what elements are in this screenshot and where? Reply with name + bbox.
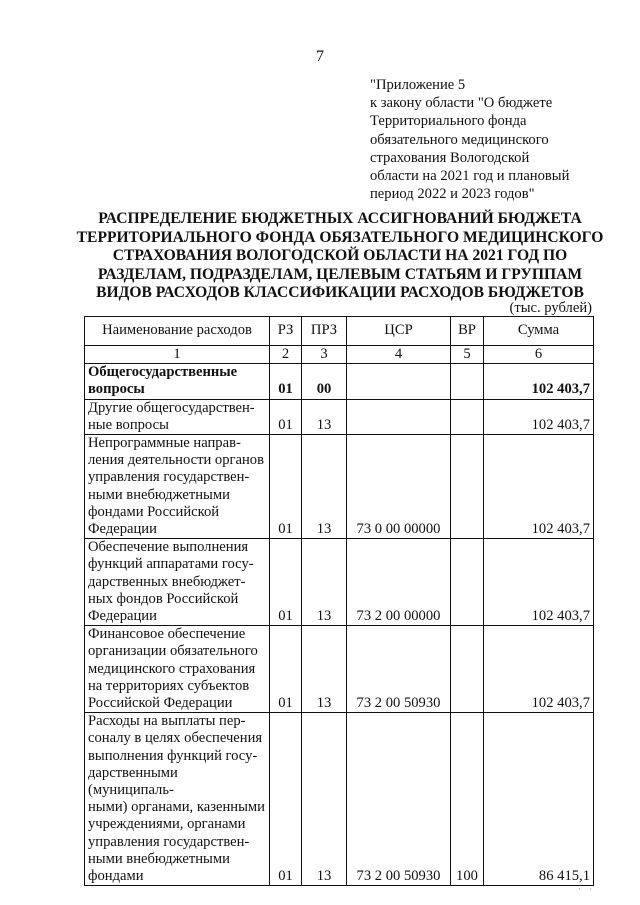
row-csr: 73 0 00 00000 xyxy=(347,435,451,539)
row-vr: 100 xyxy=(451,713,484,886)
row-csr: 73 2 00 00000 xyxy=(347,539,451,626)
budget-table xyxy=(84,316,594,886)
appendix-line: "Приложение 5 xyxy=(370,77,466,93)
row-sum: 102 403,7 xyxy=(484,364,594,399)
row-sum: 102 403,7 xyxy=(484,435,594,539)
row-csr: 73 2 00 50930 xyxy=(347,713,451,886)
row-vr xyxy=(451,626,484,713)
index-cell: 1 xyxy=(85,346,270,364)
appendix-line: Территориального фонда xyxy=(370,113,527,130)
row-name: Расходы на выплаты пер- соналу в целях обеспечения выполнения функций госу- дарственными (муниципаль- ными) органами, казенными учреждениями, органами управления государствен- ными внебюджетными фондами xyxy=(85,713,270,886)
index-cell: 6 xyxy=(484,346,594,364)
table-row xyxy=(85,364,594,399)
index-cell: 4 xyxy=(347,346,451,364)
title-line: РАСПРЕДЕЛЕНИЕ БЮДЖЕТНЫХ АССИГНОВАНИЙ БЮДЖЕТА xyxy=(98,210,582,227)
scan-speck: · · xyxy=(578,884,596,894)
row-name: Обеспечение выполнения функций аппаратами госу- дарственных внебюджет- ных фондов Российской Федерации xyxy=(85,539,270,626)
page-number: 7 xyxy=(316,48,324,65)
appendix-note xyxy=(370,76,620,203)
row-vr xyxy=(451,399,484,434)
row-vr xyxy=(451,435,484,539)
row-rz: 01 xyxy=(270,399,302,434)
row-rz: 01 xyxy=(270,626,302,713)
units-label: (тыс. рублей) xyxy=(509,300,592,316)
document-title xyxy=(70,210,610,303)
row-sum: 102 403,7 xyxy=(484,539,594,626)
column-index-row xyxy=(85,346,594,364)
row-prz: 13 xyxy=(302,626,347,713)
row-csr xyxy=(347,364,451,399)
header-row xyxy=(85,317,594,346)
row-csr: 73 2 00 50930 xyxy=(347,626,451,713)
row-prz: 00 xyxy=(302,364,347,399)
title-line: РАЗДЕЛАМ, ПОДРАЗДЕЛАМ, ЦЕЛЕВЫМ СТАТЬЯМ И ГРУППАМ xyxy=(97,265,583,283)
row-sum: 86 415,1 xyxy=(484,713,594,886)
appendix-line: обязательного медицинского xyxy=(370,131,549,148)
table-row xyxy=(85,435,594,539)
title-line: ВИДОВ РАСХОДОВ КЛАССИФИКАЦИИ РАСХОДОВ БЮДЖЕТОВ xyxy=(96,284,584,301)
table-row xyxy=(85,399,594,434)
header-csr: ЦСР xyxy=(347,317,451,346)
title-line: СТРАХОВАНИЯ ВОЛОГОДСКОЙ ОБЛАСТИ НА 2021 ГОД ПО xyxy=(112,247,568,264)
row-vr xyxy=(451,364,484,399)
index-cell: 3 xyxy=(302,346,347,364)
index-cell: 2 xyxy=(270,346,302,364)
row-prz: 13 xyxy=(302,435,347,539)
row-name: Финансовое обеспечение организации обязательного медицинского страхования на территориях субъектов Российской Федерации xyxy=(85,626,270,713)
header-name: Наименование расходов xyxy=(85,317,270,346)
row-prz: 13 xyxy=(302,713,347,886)
row-rz: 01 xyxy=(270,364,302,399)
row-name: Другие общегосударствен- ные вопросы xyxy=(85,399,270,434)
row-vr xyxy=(451,539,484,626)
row-rz: 01 xyxy=(270,539,302,626)
row-sum: 102 403,7 xyxy=(484,399,594,434)
row-name: Непрограммные направ- ления деятельности органов управления государствен- ными внебюджетными фондами Российской Федерации xyxy=(85,435,270,539)
row-sum: 102 403,7 xyxy=(484,626,594,713)
row-prz: 13 xyxy=(302,539,347,626)
appendix-line: области на 2021 год и плановый xyxy=(370,168,570,185)
index-cell: 5 xyxy=(451,346,484,364)
row-name: Общегосударственные вопросы xyxy=(85,364,270,399)
table-row xyxy=(85,626,594,713)
header-prz: ПРЗ xyxy=(302,317,347,346)
title-line: ТЕРРИТОРИАЛЬНОГО ФОНДА ОБЯЗАТЕЛЬНОГО МЕДИЦИНСКОГО xyxy=(76,228,604,246)
appendix-line: к закону области "О бюджете xyxy=(370,95,553,112)
table-row xyxy=(85,539,594,626)
row-rz: 01 xyxy=(270,713,302,886)
appendix-line: страхования Вологодской xyxy=(370,149,530,166)
row-rz: 01 xyxy=(270,435,302,539)
header-vr: ВР xyxy=(451,317,484,346)
header-sum: Сумма xyxy=(484,317,594,346)
table-row xyxy=(85,713,594,886)
header-rz: РЗ xyxy=(270,317,302,346)
appendix-line: период 2022 и 2023 годов" xyxy=(370,186,535,203)
row-prz: 13 xyxy=(302,399,347,434)
row-csr xyxy=(347,399,451,434)
